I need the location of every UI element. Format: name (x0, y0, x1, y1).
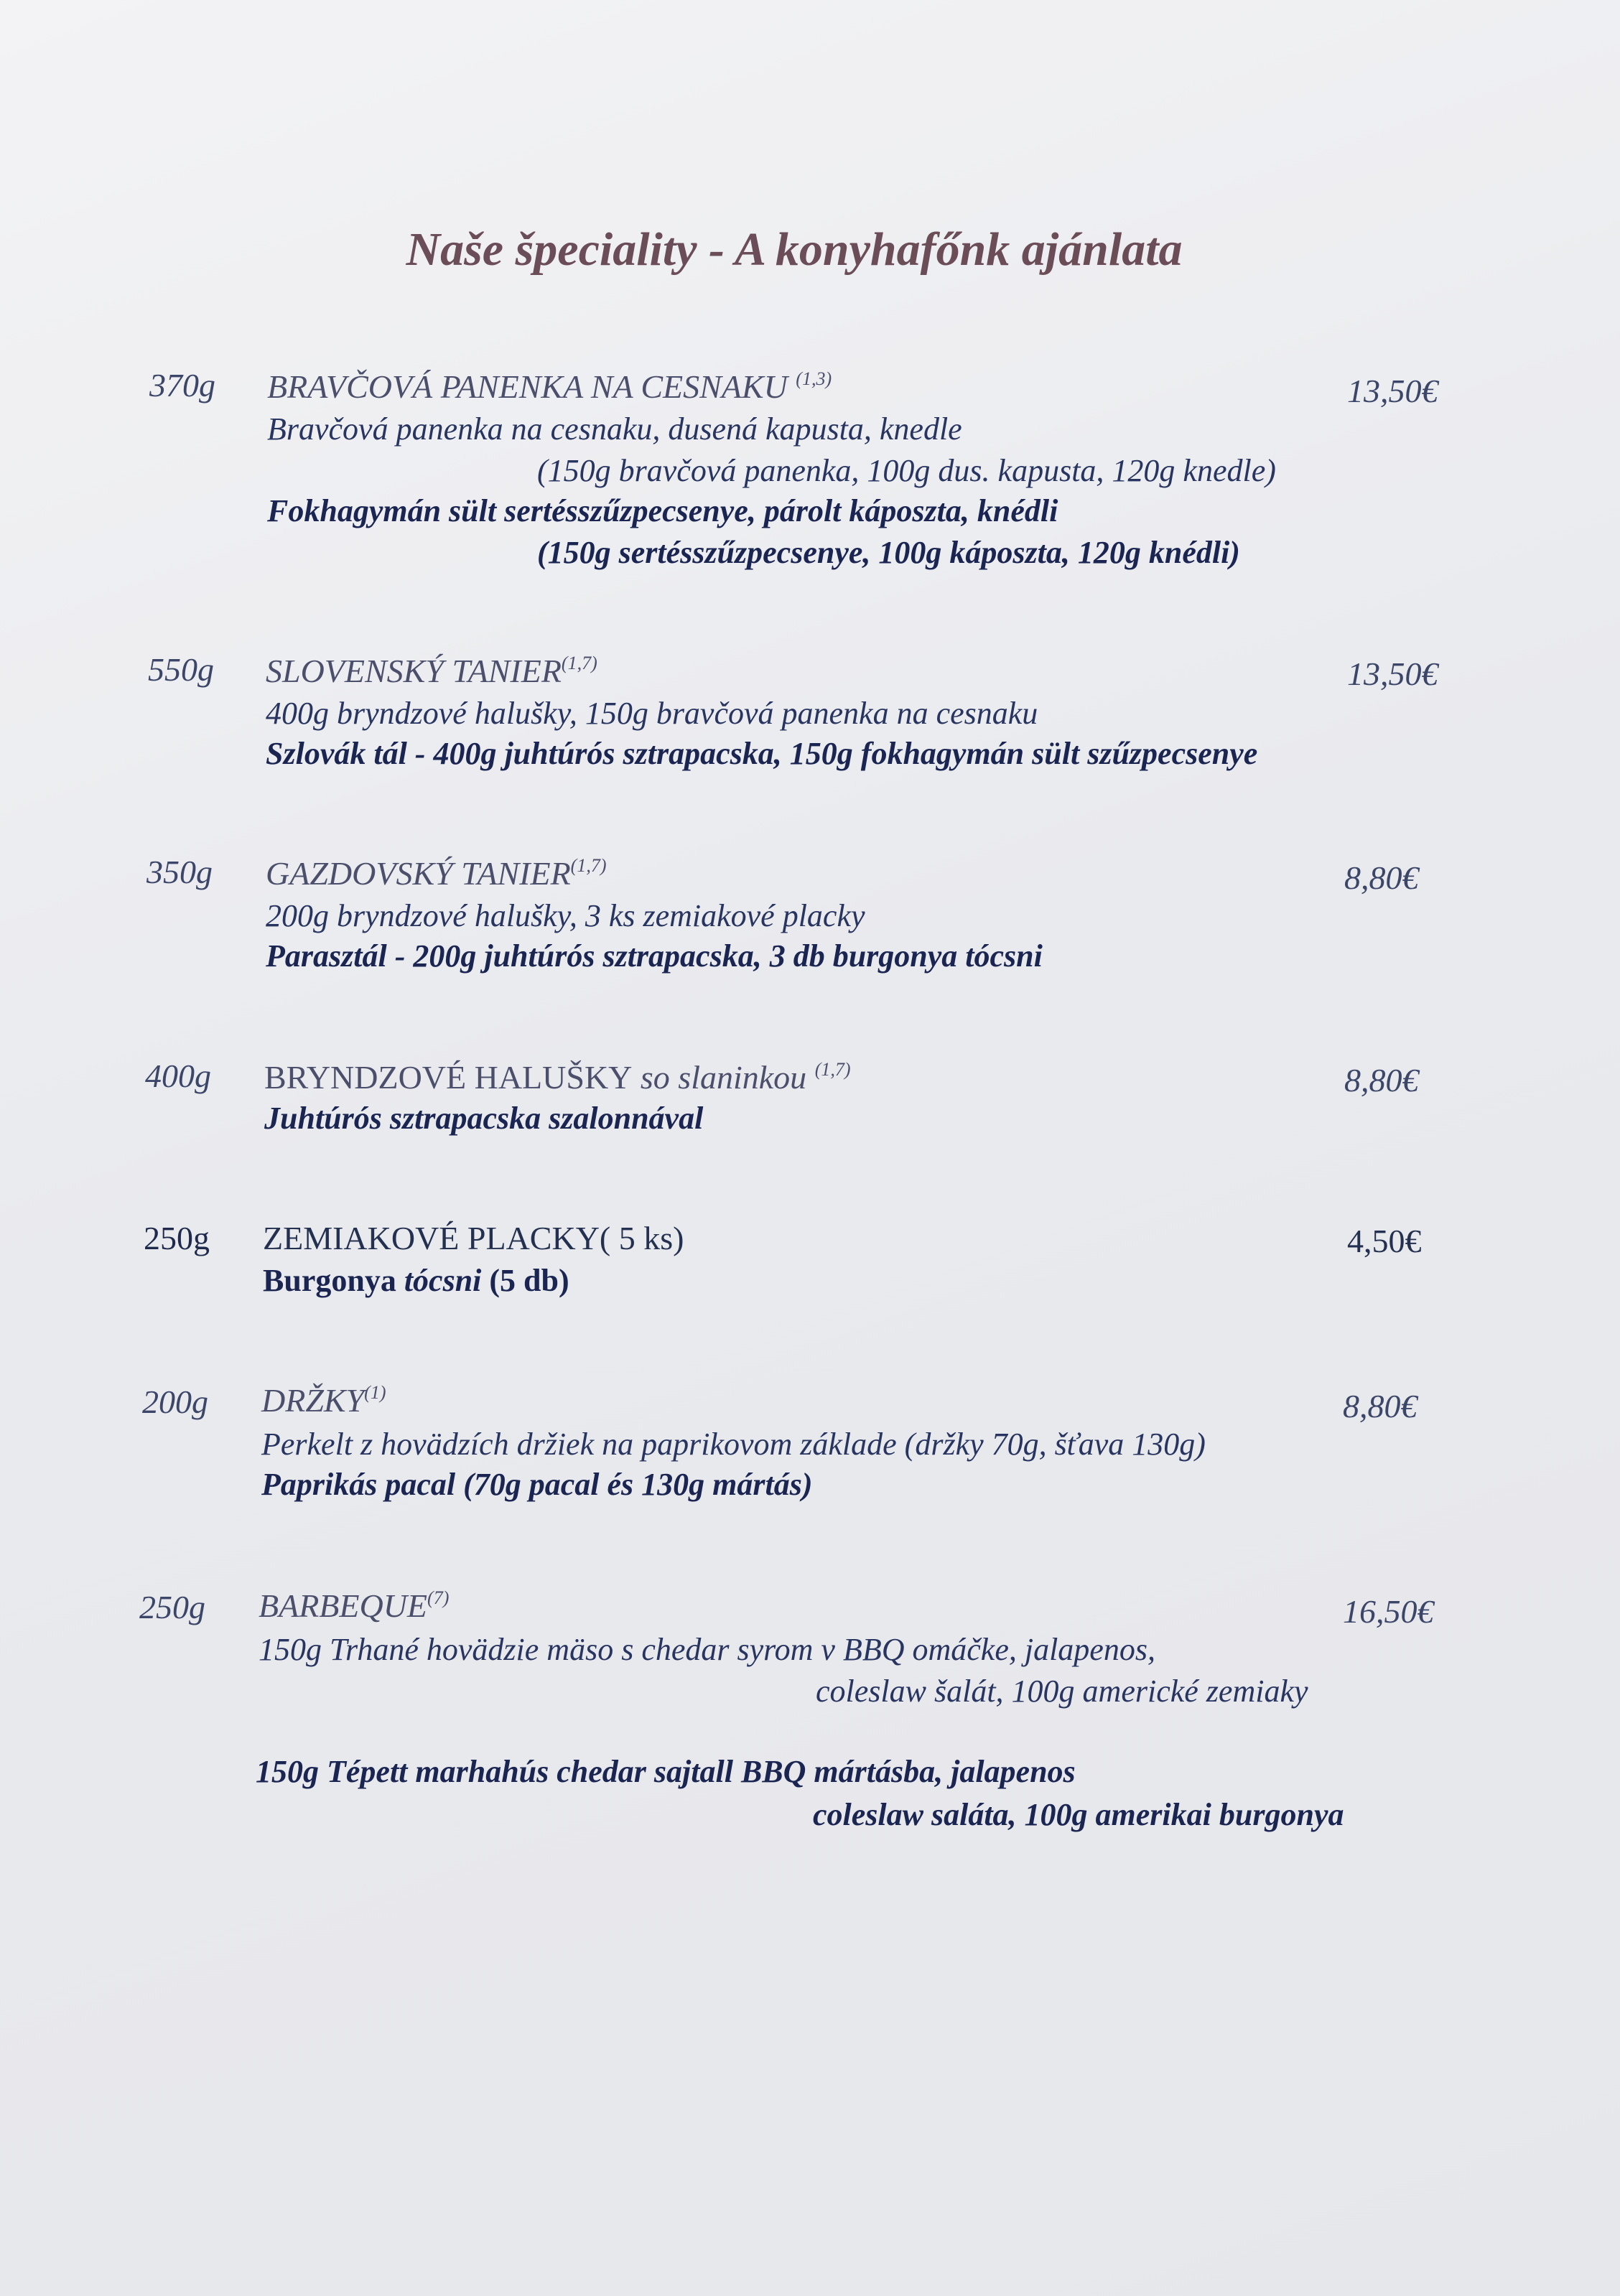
item-allergens: (7) (427, 1587, 450, 1608)
item-allergens: (1) (364, 1382, 386, 1403)
item-description-sk-detail: (150g bravčová panenka, 100g dus. kapusta, 120g knedle) (537, 453, 1276, 488)
item-name (267, 368, 832, 406)
item-description-hu: Parasztál - 200g juhtúrós sztrapacska, 3 db burgonya tócsni (266, 938, 1043, 974)
item-description-sk: 200g bryndzové halušky, 3 ks zemiakové placky (266, 898, 865, 933)
item-description-sk: Bravčová panenka na cesnaku, dusená kapusta, knedle (267, 411, 962, 447)
item-name (264, 1058, 851, 1096)
page-title: Naše špeciality - A konyhafőnk ajánlata (406, 223, 1183, 276)
item-description-hu: Szlovák tál - 400g juhtúrós sztrapacska, 150g fokhagymán sült szűzpecsenye (266, 736, 1258, 771)
item-weight: 200g (142, 1383, 208, 1420)
item-price: 8,80€ (1343, 1388, 1418, 1424)
item-price: 8,80€ (1344, 859, 1419, 896)
item-description-sk: Perkelt z hovädzích držiek na paprikovom základe (držky 70g, šťava 130g) (261, 1427, 1206, 1462)
item-allergens: (1,7) (561, 653, 597, 673)
item-description-sk: 400g bryndzové halušky, 150g bravčová panenka na cesnaku (266, 696, 1038, 731)
item-name (259, 1587, 449, 1625)
item-name-text: BRAVČOVÁ PANENKA NA CESNAKU (267, 368, 796, 405)
item-description-hu: Juhtúrós sztrapacska szalonnával (264, 1101, 704, 1136)
item-name-text: SLOVENSKÝ TANIER (266, 653, 562, 689)
item-description-sk: 150g Trhané hovädzie mäso s chedar syrom v BBQ omáčke, jalapenos, (259, 1632, 1155, 1667)
item-price: 13,50€ (1347, 655, 1438, 692)
item-description-hu-c: (5 db) (481, 1263, 569, 1298)
item-description-hu (263, 1262, 569, 1299)
item-price: 8,80€ (1344, 1062, 1419, 1098)
item-weight: 370g (149, 367, 215, 403)
item-name-text: GAZDOVSKÝ TANIER (266, 855, 571, 892)
item-weight: 350g (146, 854, 213, 890)
item-name-text: DRŽKY (261, 1382, 365, 1419)
item-description-hu-b: tócsni (404, 1263, 482, 1298)
item-name-rest: so slaninkou (632, 1059, 815, 1096)
item-price: 4,50€ (1347, 1223, 1422, 1259)
item-description-hu: 150g Tépett marhahús chedar sajtall BBQ mártásba, jalapenos (256, 1754, 1076, 1789)
item-name (261, 1381, 386, 1419)
item-name: ZEMIAKOVÉ PLACKY( 5 ks) (263, 1220, 684, 1256)
item-allergens: (1,7) (570, 855, 607, 876)
item-description-hu-detail: (150g sertésszűzpecsenye, 100g káposzta, 120g knédli) (537, 535, 1240, 570)
item-name (266, 652, 597, 690)
item-name-text: BARBEQUE (259, 1587, 428, 1624)
item-weight: 250g (144, 1220, 210, 1256)
item-price: 13,50€ (1347, 373, 1438, 409)
item-allergens: (1,7) (814, 1059, 851, 1080)
item-description-hu: Paprikás pacal (70g pacal és 130g mártás) (261, 1467, 813, 1502)
item-price: 16,50€ (1343, 1593, 1434, 1630)
item-weight: 400g (145, 1058, 211, 1094)
item-name-caps: BRYNDZOVÉ HALUŠKY (264, 1059, 633, 1096)
item-description-hu-a: Burgonya (263, 1263, 404, 1298)
item-allergens: (1,3) (796, 368, 832, 389)
item-description-hu-detail: coleslaw saláta, 100g amerikai burgonya (813, 1797, 1344, 1832)
item-name (266, 854, 607, 892)
item-description-hu: Fokhagymán sült sertésszűzpecsenye, párolt káposzta, knédli (267, 493, 1058, 528)
item-description-sk-detail: coleslaw šalát, 100g americké zemiaky (816, 1674, 1308, 1709)
item-weight: 550g (148, 651, 214, 688)
item-weight: 250g (139, 1589, 205, 1625)
